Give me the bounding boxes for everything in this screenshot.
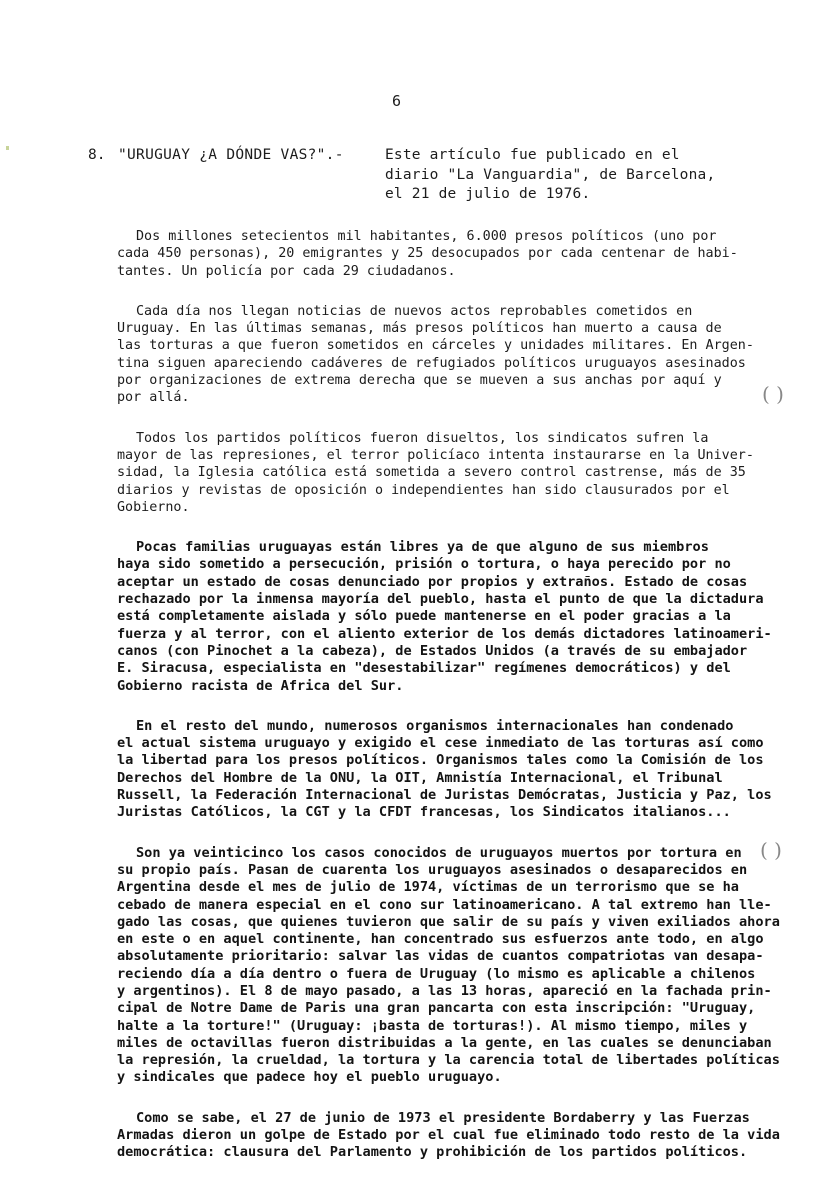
paragraph (117, 430, 754, 516)
paragraph-line: gado las cosas, que quienes tuvieron que salir de su país y viven exiliados ahora (117, 913, 780, 930)
paragraph-line: rechazado por la inmensa mayoría del pueblo, hasta el punto de que la dictadura (117, 591, 764, 608)
paragraph-line: su propio país. Pasan de cuarenta los uruguayos asesinados o desaparecidos en (117, 861, 748, 878)
paragraph-line: Dos millones setecientos mil habitantes, 6.000 presos políticos (uno por (136, 229, 717, 244)
paragraph-line: está completamente aislada y sólo puede mantenerse en el poder gracias a la (117, 608, 731, 625)
paragraph-line: Pocas familias uruguayas están libres ya de que alguno de sus miembros (136, 539, 709, 556)
paragraph-line: en este o en aquel continente, han concentrado sus esfuerzos ante todo, en algo (117, 931, 764, 948)
section-number: 8. (88, 147, 106, 163)
paragraph (117, 844, 780, 1087)
paragraph (117, 717, 772, 822)
paragraph-line: haya sido sometido a persecución, prisión o tortura, o haya perecido por no (117, 556, 731, 573)
paragraph-line: cebado de manera especial en el cono sur latinoamericano. A tal extremo han lle- (117, 896, 772, 913)
paragraph-line: En el resto del mundo, numerosos organismos internacionales han condenado (136, 717, 734, 734)
paragraph-line: sidad, la Iglesia católica está sometida a severo control castrense, más de 35 (117, 465, 746, 481)
paragraph-line: Son ya veinticinco los casos conocidos de uruguayos muertos por tortura en (136, 844, 742, 861)
paragraph-line: la libertad para los presos políticos. Organismos tales como la Comisión de los (117, 752, 764, 769)
article-body (117, 228, 780, 1185)
paragraph-line: tantes. Un policía por cada 29 ciudadanos. (117, 263, 456, 279)
publication-note (385, 146, 770, 205)
paragraph-line: fuerza y al terror, con el aliento exterior de los demás dictadores latinoameri- (117, 625, 772, 642)
paragraph-line: canos (con Pinochet a la cabeza), de Estados Unidos (a través de su embajador (117, 642, 748, 659)
paragraph-line: halte a la torture!" (Uruguay: ¡basta de torturas!). Al mismo tiempo, miles y (117, 1017, 748, 1034)
paragraph (117, 1109, 780, 1162)
paragraph-line: las torturas a que fueron sometidos en cárceles y unidades militares. En Argen- (117, 338, 754, 354)
paragraph-line: Armadas dieron un golpe de Estado por el cual fue eliminado todo resto de la vida (117, 1127, 780, 1144)
paragraph-line: el actual sistema uruguayo y exigido el cese inmediato de las torturas así como (117, 735, 764, 752)
paragraph-line: Como se sabe, el 27 de junio de 1973 el presidente Bordaberry y las Fuerzas (136, 1109, 750, 1126)
paragraph-line: Todos los partidos políticos fueron disueltos, los sindicatos sufren la (136, 430, 709, 446)
paragraph-line: Derechos del Hombre de la ONU, la OIT, Amnistía Internacional, el Tribunal (117, 769, 723, 786)
paragraph-line: Gobierno racista de Africa del Sur. (117, 677, 404, 694)
paragraph-line: Argentina desde el mes de julio de 1974, víctimas de un terrorismo que se ha (117, 879, 739, 896)
paragraph-line: E. Siracusa, especialista en "desestabilizar" regímenes democráticos) y del (117, 660, 731, 677)
paragraph-line: Juristas Católicos, la CGT y la CFDT francesas, los Sindicatos italianos... (117, 804, 731, 821)
paragraph-line: reciendo día a día dentro o fuera de Uruguay (lo mismo es aplicable a chilenos (117, 965, 756, 982)
paragraph-line: la represión, la crueldad, la tortura y la carencia total de libertades políticas (117, 1052, 780, 1069)
paragraph-line: cipal de Notre Dame de Paris una gran pancarta con esta inscripción: "Uruguay, (117, 1000, 756, 1017)
paragraph-line: diarios y revistas de oposición o independientes han sido clausurados por el (117, 482, 730, 498)
paper-speck (6, 146, 9, 150)
paragraph-line: mayor de las represiones, el terror policíaco intenta instaurarse en la Univer- (117, 447, 754, 463)
margin-mark: ( ) (762, 382, 784, 406)
margin-mark: ( ) (760, 838, 782, 862)
paragraph-line: por organizaciones de extrema derecha que se mueven a sus anchas por aquí y (117, 373, 722, 389)
note-line: diario "La Vanguardia", de Barcelona, (385, 166, 716, 183)
paragraph (117, 303, 754, 407)
paragraph-line: Russell, la Federación Internacional de Juristas Demócratas, Justicia y Paz, los (117, 787, 772, 804)
note-line: Este artículo fue publicado en el (385, 147, 680, 163)
paragraph-line: y sindicales que padece hoy el pueblo uruguayo. (117, 1069, 502, 1086)
paragraph-line: Gobierno. (117, 499, 190, 515)
paragraph-line: por allá. (117, 390, 190, 406)
paragraph-line: Cada día nos llegan noticias de nuevos actos reprobables cometidos en (136, 303, 693, 319)
paragraph (117, 539, 772, 695)
paragraph-line: tina siguen apareciendo cadáveres de refugiados políticos uruguayos asesinados (117, 355, 746, 371)
section-title: "URUGUAY ¿A DÓNDE VAS?".- (118, 147, 344, 163)
note-line: el 21 de julio de 1976. (385, 186, 591, 202)
paragraph-line: absolutamente prioritario: salvar las vidas de cuantos compatriotas van desapa- (117, 948, 764, 965)
paragraph-line: democrática: clausura del Parlamento y prohibición de los partidos políticos. (117, 1144, 748, 1161)
paragraph-line: y argentinos). El 8 de mayo pasado, a las 13 horas, apareció en la fachada prin- (117, 982, 772, 999)
paragraph (117, 228, 738, 280)
paragraph-line: cada 450 personas), 20 emigrantes y 25 desocupados por cada centenar de habi- (117, 246, 738, 262)
paragraph-line: Uruguay. En las últimas semanas, más presos políticos han muerto a causa de (117, 321, 722, 337)
page-number: 6 (392, 92, 402, 110)
paragraph-line: miles de octavillas fueron distribuidas a la gente, en las cuales se denunciaban (117, 1034, 772, 1051)
paragraph-line: aceptar un estado de cosas denunciado por propios y extraños. Estado de cosas (117, 573, 748, 590)
